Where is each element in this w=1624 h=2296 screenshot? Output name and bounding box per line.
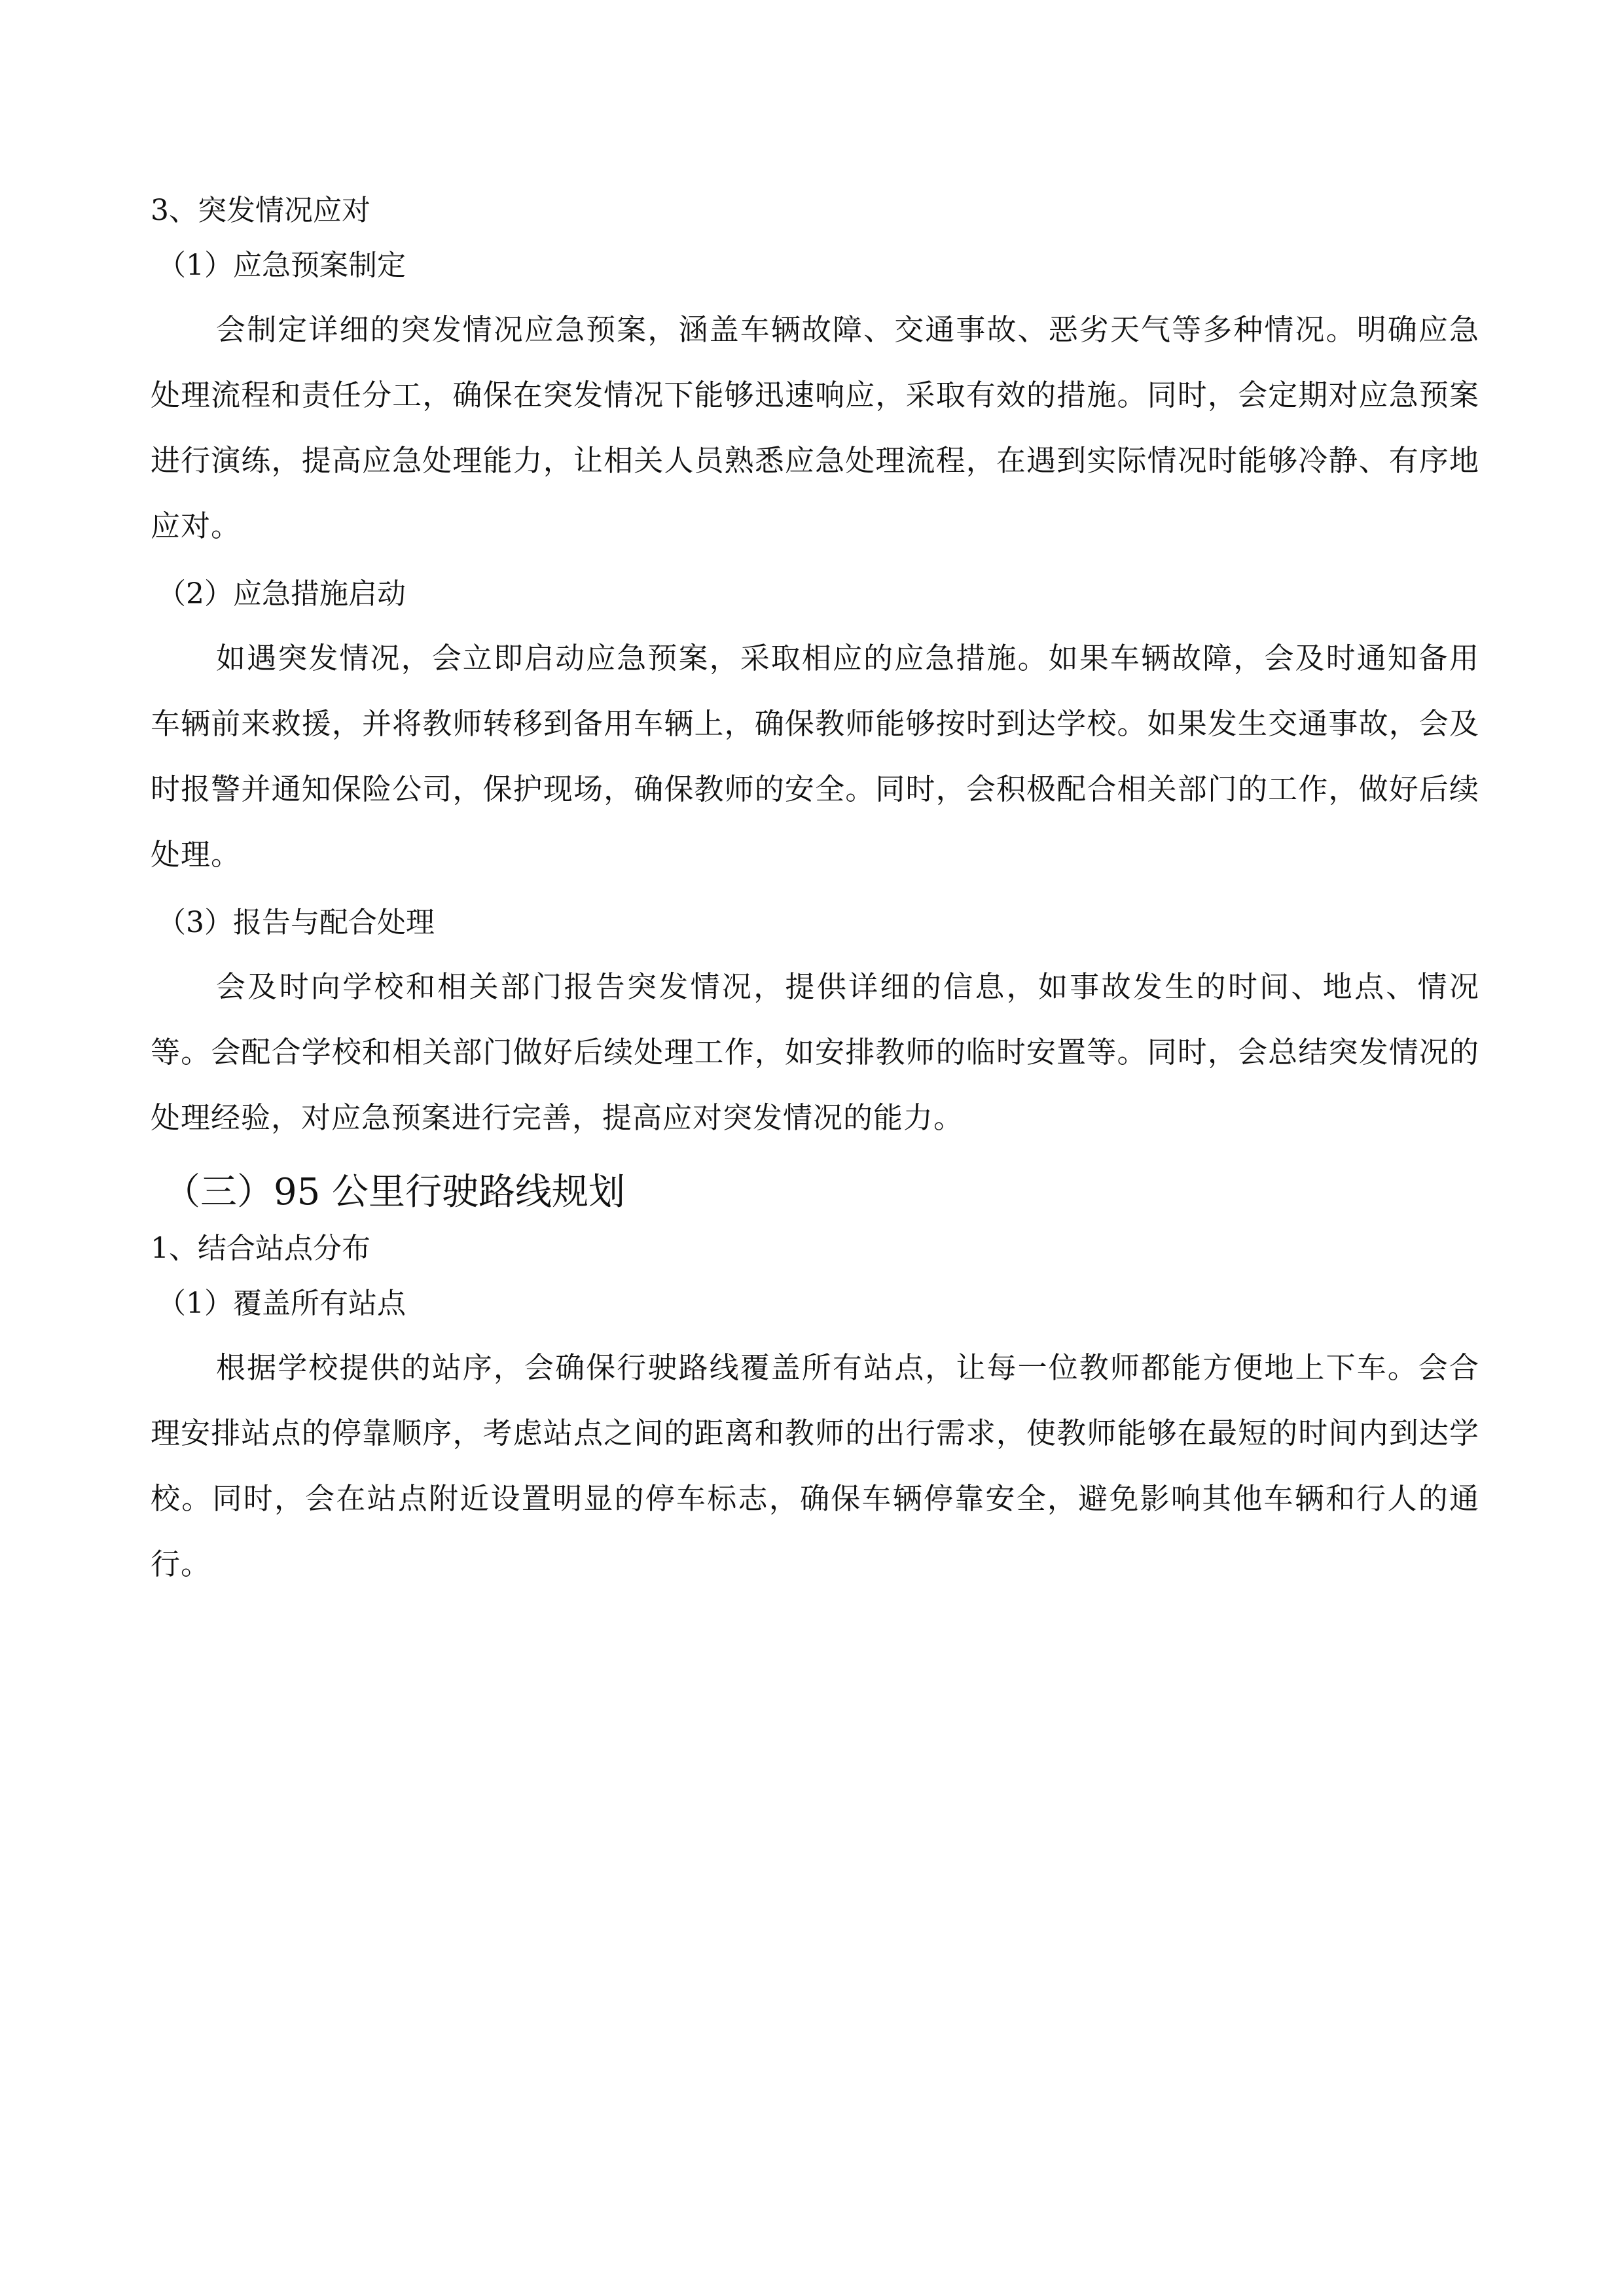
subheading-plan-formulation: （1）应急预案制定 [157, 249, 406, 282]
heading-emergency-response: 3、突发情况应对 [151, 194, 370, 227]
document-body [151, 191, 1479, 1613]
paragraph-measures-activation: 如遇突发情况，会立即启动应急预案，采取相应的应急措施。如果车辆故障，会及时通知备用车辆前来救援，并将教师转移到备用车辆上，确保教师能够按时到达学校。如果发生交通事故，会及时报警并通知保险公司，保护现场，确保教师的安全。同时，会积极配合相关部门的工作，做好后续处理。 [151, 641, 1479, 872]
paragraph-plan-formulation: 会制定详细的突发情况应急预案，涵盖车辆故障、交通事故、恶劣天气等多种情况。明确应急处理流程和责任分工，确保在突发情况下能够迅速响应，采取有效的措施。同时，会定期对应急预案进行演练，提高应急处理能力，让相关人员熟悉应急处理流程，在遇到实际情况时能够冷静、有序地应对。 [151, 312, 1479, 543]
subheading-report-cooperation: （3）报告与配合处理 [157, 906, 435, 939]
subheading-cover-all-stations: （1）覆盖所有站点 [157, 1287, 406, 1320]
heading-station-distribution: 1、结合站点分布 [151, 1232, 370, 1265]
heading-route-planning: （三）95 公里行驶路线规划 [164, 1171, 626, 1213]
paragraph-report-cooperation: 会及时向学校和相关部门报告突发情况，提供详细的信息，如事故发生的时间、地点、情况等。会配合学校和相关部门做好后续处理工作，如安排教师的临时安置等。同时，会总结突发情况的处理经验，对应急预案进行完善，提高应对突发情况的能力。 [151, 969, 1479, 1135]
paragraph-cover-all-stations: 根据学校提供的站序，会确保行驶路线覆盖所有站点，让每一位教师都能方便地上下车。会合理安排站点的停靠顺序，考虑站点之间的距离和教师的出行需求，使教师能够在最短的时间内到达学校。同时，会在站点附近设置明显的停车标志，确保车辆停靠安全，避免影响其他车辆和行人的通行。 [151, 1350, 1479, 1581]
subheading-measures-activation: （2）应急措施启动 [157, 577, 406, 611]
